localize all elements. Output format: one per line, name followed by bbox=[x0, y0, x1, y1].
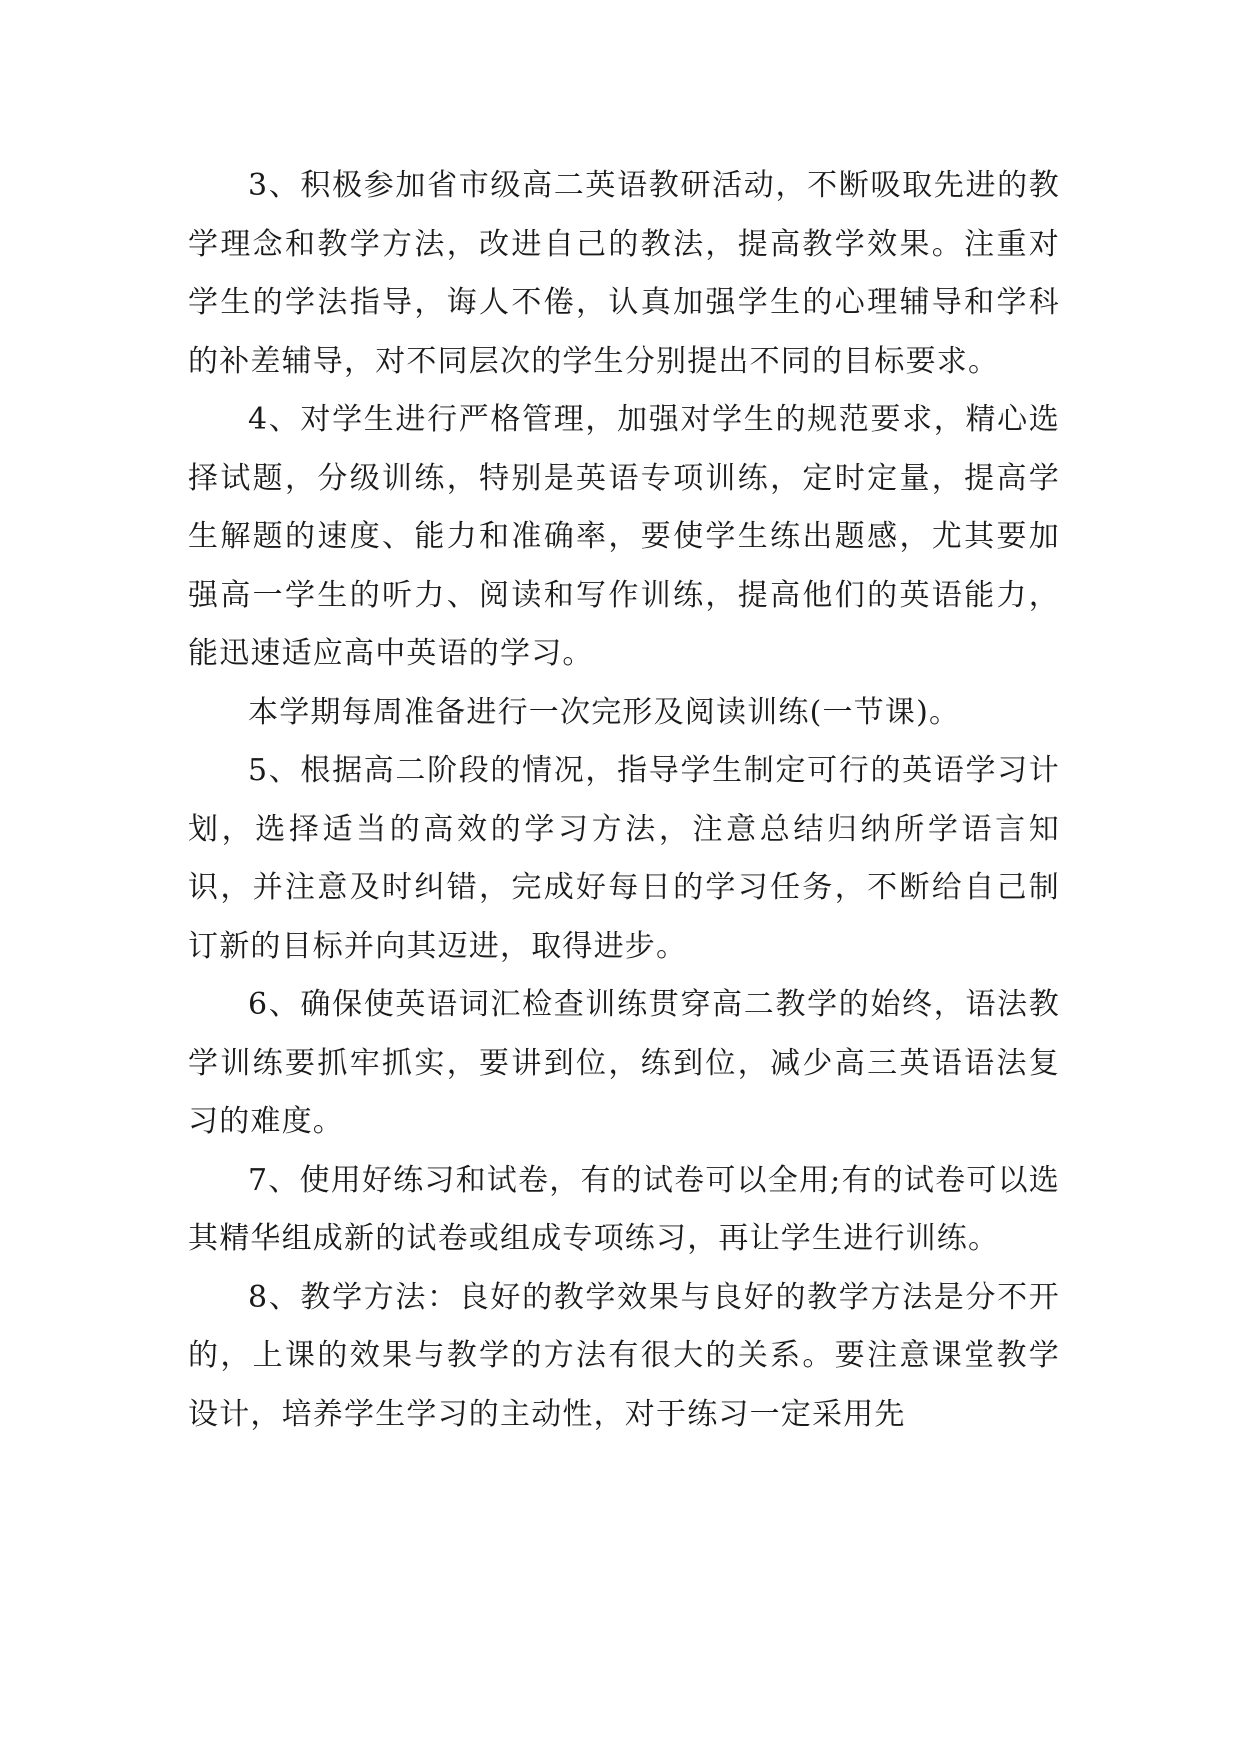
paragraph-item-7: 7、使用好练习和试卷，有的试卷可以全用;有的试卷可以选其精华组成新的试卷或组成专项练习，再让学生进行训练。 bbox=[188, 1162, 1060, 1256]
paragraph-weekly-training: 本学期每周准备进行一次完形及阅读训练(一节课)。 bbox=[248, 694, 961, 730]
paragraph-item-5: 5、根据高二阶段的情况，指导学生制定可行的英语学习计划，选择适当的高效的学习方法，注意总结归纳所学语言知识，并注意及时纠错，完成好每日的学习任务，不断给自己制订新的目标并向其迈进，取得进步。 bbox=[188, 753, 1060, 964]
paragraph-item-6: 6、确保使英语词汇检查训练贯穿高二教学的始终，语法教学训练要抓牢抓实，要讲到位，练到位，减少高三英语语法复习的难度。 bbox=[188, 987, 1060, 1139]
paragraph-item-8: 8、教学方法：良好的教学效果与良好的教学方法是分不开的，上课的效果与教学的方法有很大的关系。要注意课堂教学设计，培养学生学习的主动性，对于练习一定采用先 bbox=[188, 1279, 1060, 1432]
paragraph-item-3: 3、积极参加省市级高二英语教研活动，不断吸取先进的教学理念和教学方法，改进自己的教法，提高教学效果。注重对学生的学法指导，诲人不倦，认真加强学生的心理辅导和学科的补差辅导，对不同层次的学生分别提出不同的目标要求。 bbox=[188, 168, 1060, 379]
document-body bbox=[188, 157, 1060, 1444]
paragraph-item-4: 4、对学生进行严格管理，加强对学生的规范要求，精心选择试题，分级训练，特别是英语专项训练，定时定量，提高学生解题的速度、能力和准确率，要使学生练出题感，尤其要加强高一学生的听力、阅读和写作训练，提高他们的英语能力，能迅速适应高中英语的学习。 bbox=[188, 402, 1060, 671]
